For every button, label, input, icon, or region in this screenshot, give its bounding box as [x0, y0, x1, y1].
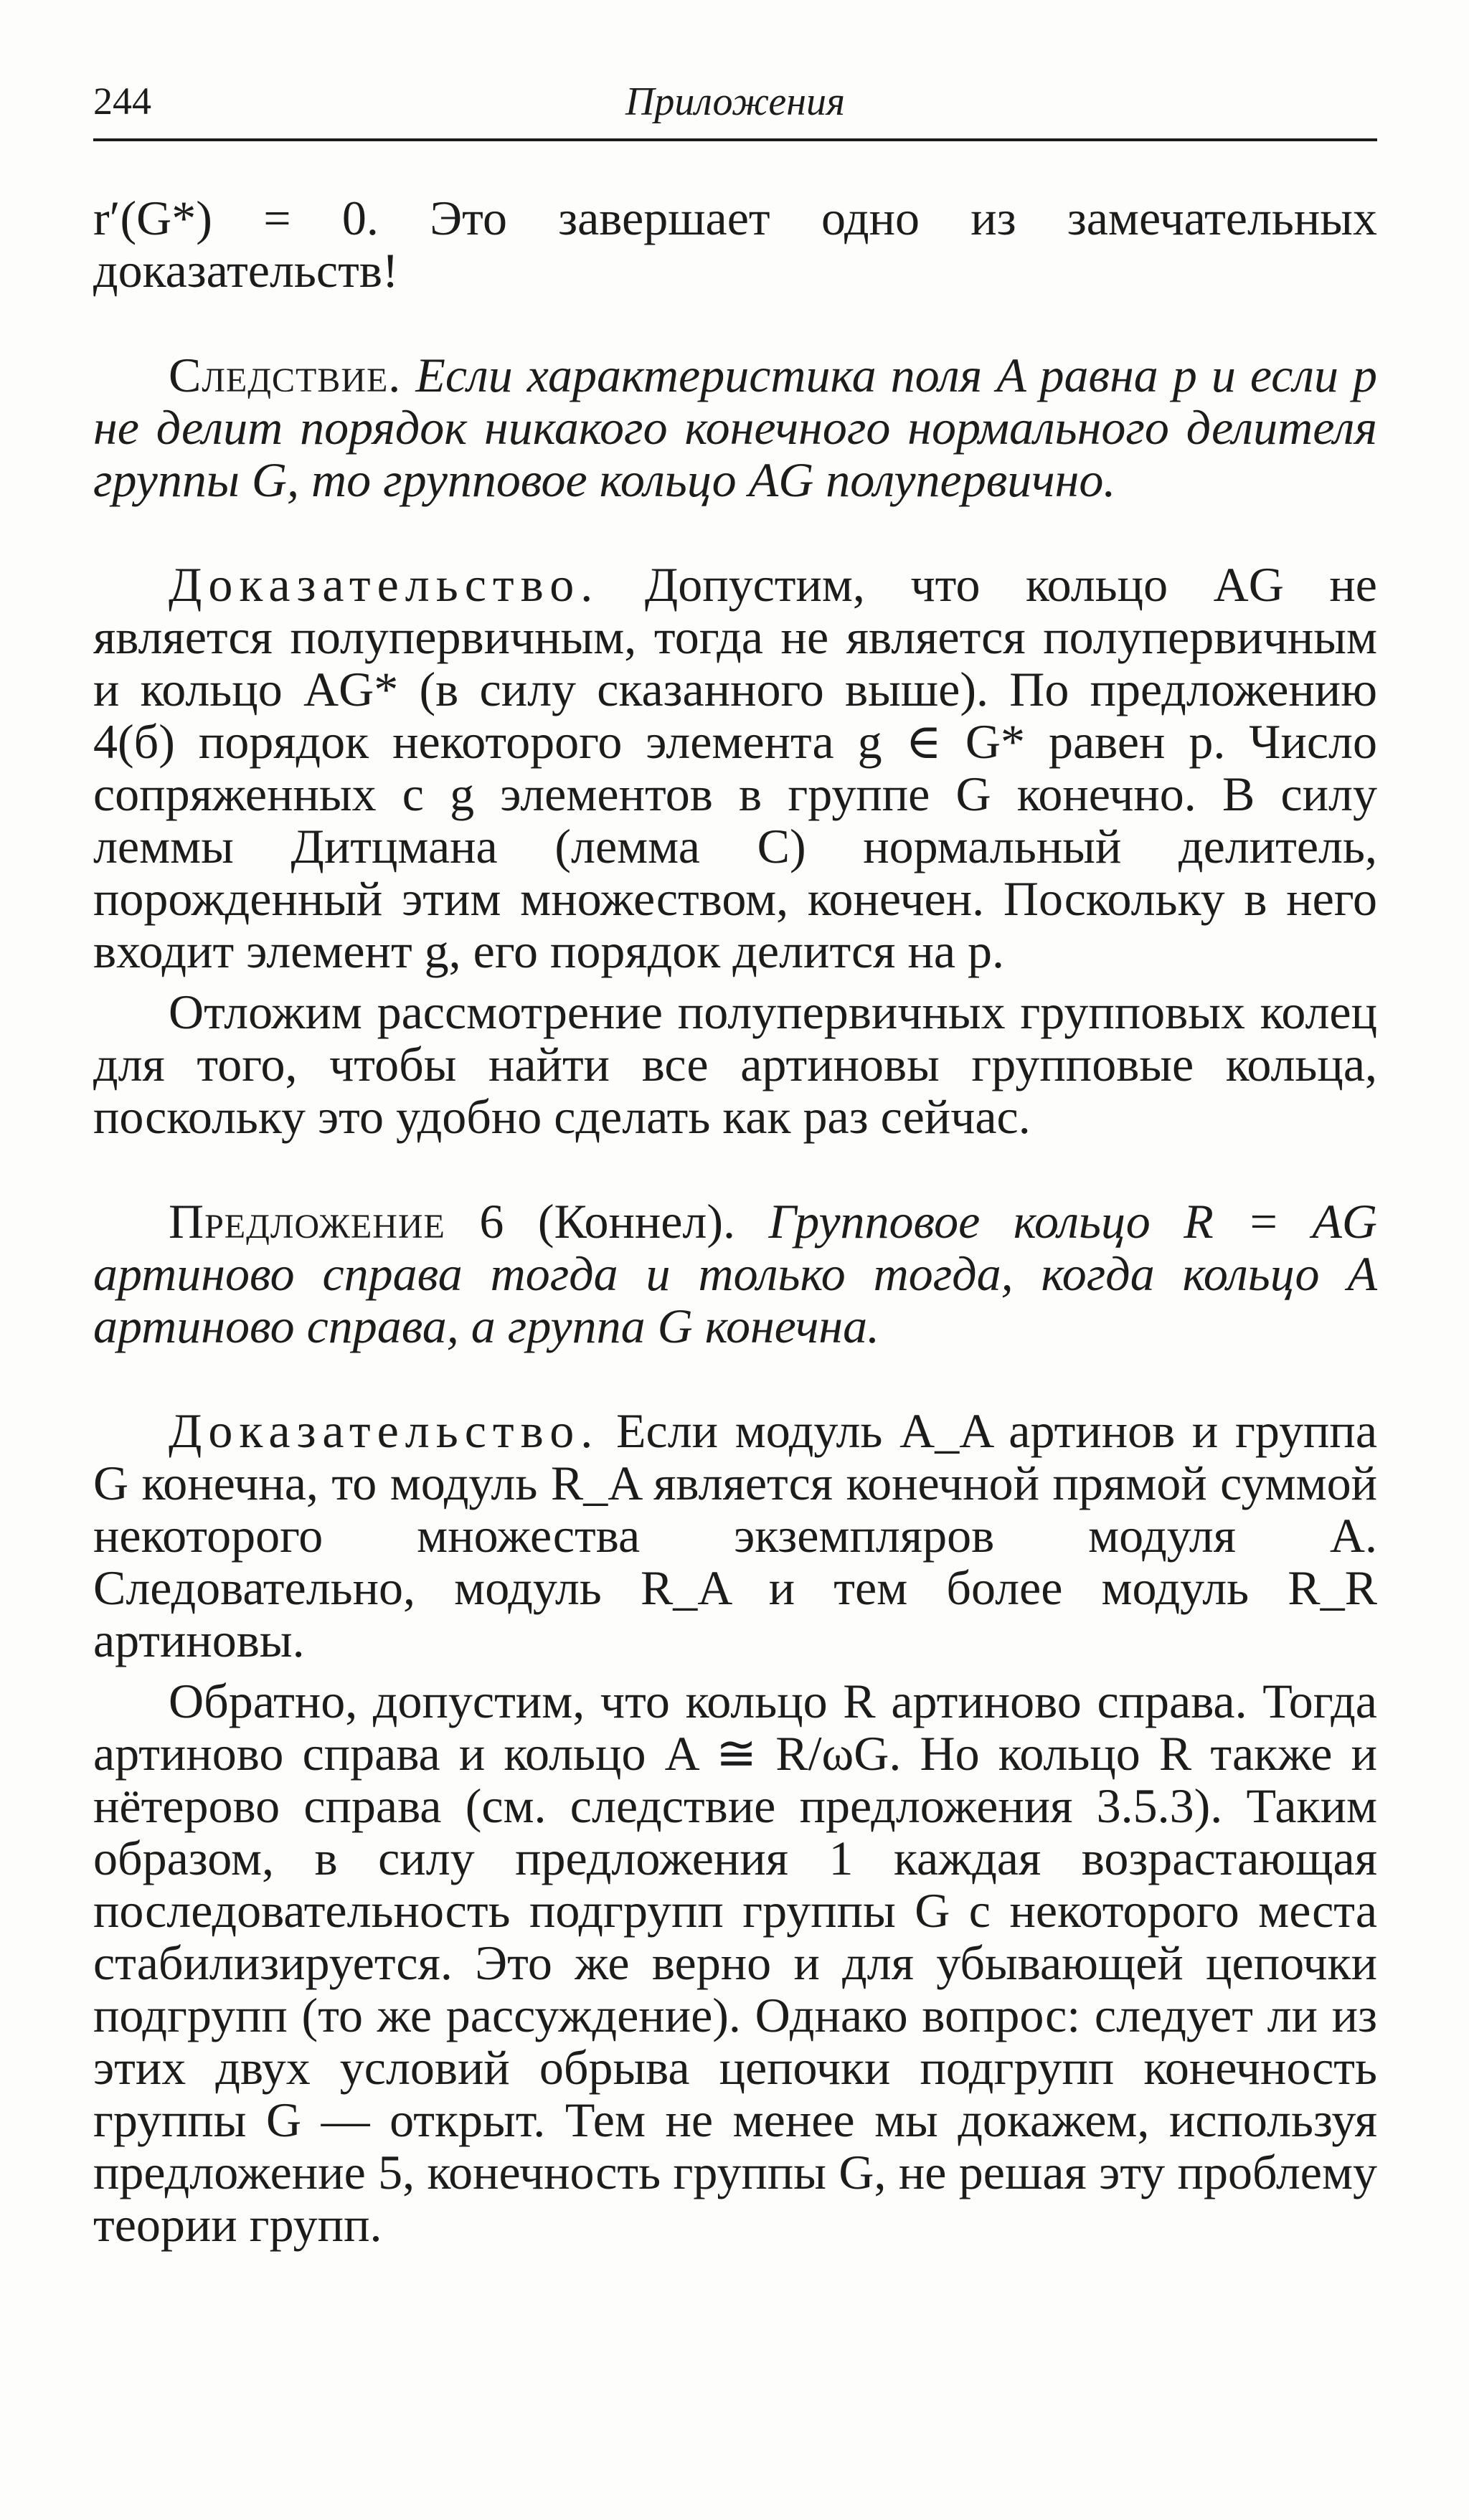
header-rule	[93, 138, 1377, 141]
corollary	[93, 349, 1377, 506]
corollary-label: Следствие.	[169, 348, 402, 402]
proposition-6-text: Групповое кольцо R = AG артиново справа тогда и только тогда, когда кольцо A артиново справа, а группа G конечна.	[93, 1194, 1378, 1353]
page-number: 244	[93, 80, 151, 123]
running-title: Приложения	[625, 80, 846, 124]
proof-2	[93, 1405, 1377, 1667]
body-text	[93, 192, 1377, 2251]
proof-2-text: Если модуль A_A артинов и группа G конечна, то модуль R_A является конечной прямой суммой некоторого множества экземпляров модуля A. Следовательно, модуль R_A и тем более модуль R_R артиновы.	[93, 1403, 1378, 1667]
proof-1-text: Допустим, что кольцо AG не является полупервичным, тогда не является полупервичным и кольцо AG* (в силу сказанного выше). По предложению 4(б) порядок некоторого элемента g ∈ G* равен p. Число сопряженных с g элементов в группе G конечно. В силу леммы Дитцмана (лемма С) нормальный делитель, порожденный этим множеством, конечен. Поскольку в него входит элемент g, его порядок делится на p.	[93, 557, 1377, 978]
proposition-6-author: (Коннел).	[537, 1194, 735, 1249]
paragraph-converse: Обратно, допустим, что кольцо R артиново справа. Тогда артиново справа и кольцо A ≅ R/ωG. Но кольцо R также и нётерово справа (см. следствие предложения 3.5.3). Таким образом, в силу предложения 1 каждая возрастающая последовательность подгрупп группы G с некоторого места стабилизируется. Это же верно и для убывающей цепочки подгрупп (то же рассуждение). Однако вопрос: следует ли из этих двух условий обрыва цепочки подгрупп конечность группы G — открыт. Тем не менее мы докажем, используя предложение 5, конечность группы G, не решая эту проблему теории групп.	[93, 1674, 1377, 2252]
proof-2-label: Доказательство.	[169, 1403, 600, 1458]
proposition-6	[93, 1195, 1377, 1353]
proposition-6-label: Предложение 6	[169, 1194, 505, 1249]
page-header	[93, 79, 1377, 136]
corollary-text: Если характеристика поля A равна p и если p не делит порядок никакого конечного нормального делителя группы G, то групповое кольцо AG полупервично.	[93, 348, 1378, 507]
paragraph-postpone: Отложим рассмотрение полупервичных групповых колец для того, чтобы найти все артиновы групповые кольца, поскольку это удобно сделать как раз сейчас.	[93, 985, 1377, 1144]
proof-1-label: Доказательство.	[169, 557, 600, 612]
paragraph-conclusion: r′(G*) = 0. Это завершает одно из замечательных доказательств!	[93, 191, 1377, 298]
proof-1	[93, 559, 1377, 977]
